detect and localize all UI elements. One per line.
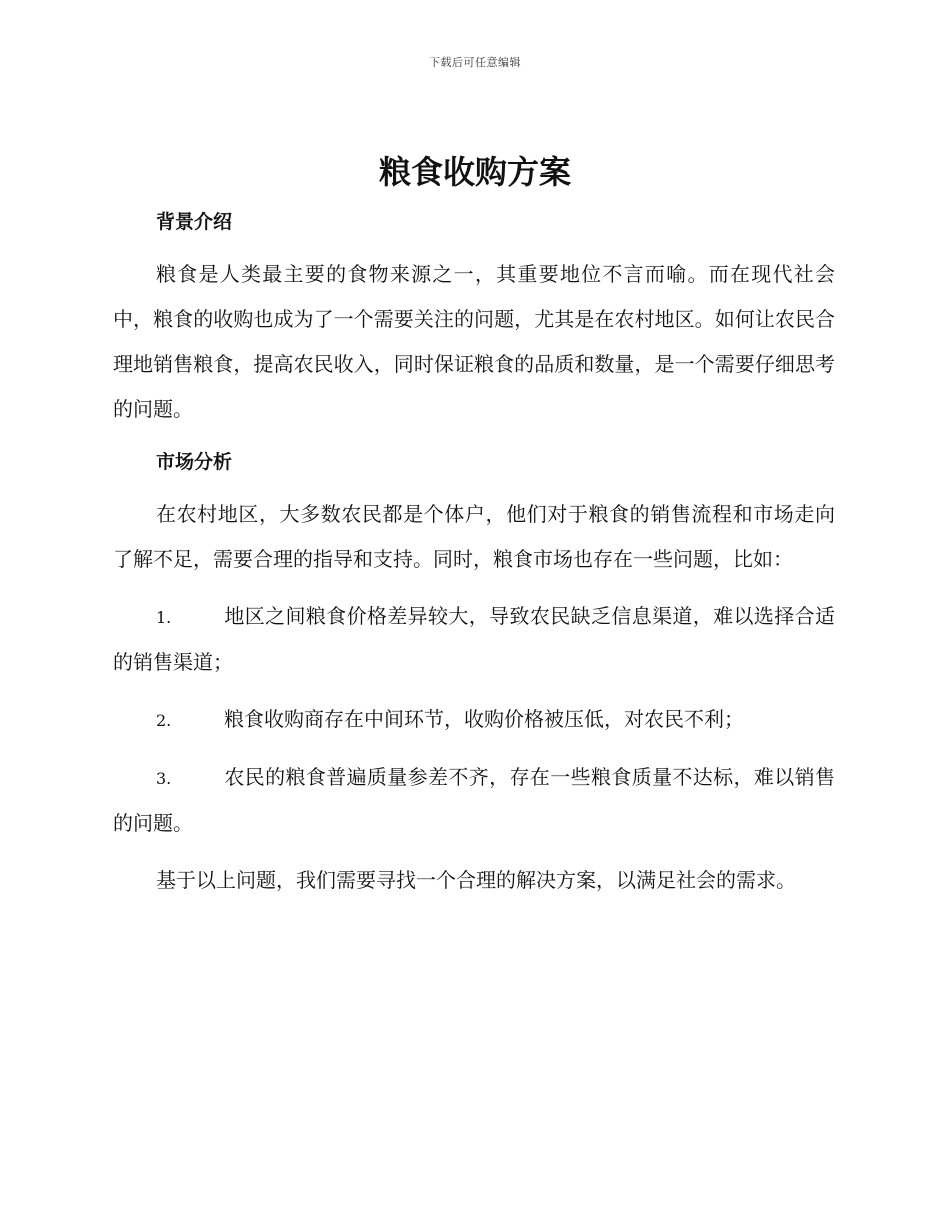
document-body: [113, 204, 835, 915]
conclusion-paragraph: 基于以上问题，我们需要寻找一个合理的解决方案，以满足社会的需求。: [156, 868, 796, 892]
list-item: [113, 755, 835, 846]
section-heading-background: 背景介绍: [156, 211, 233, 233]
list-item-text: 粮食收购商存在中间环节，收购价格被压低，对农民不利；: [224, 707, 744, 731]
list-item-text: 地区之间粮食价格差异较大，导致农民缺乏信息渠道，难以选择合适的销售渠道；: [113, 604, 835, 674]
list-item: [113, 697, 835, 743]
list-item-number: 3.: [156, 769, 172, 788]
list-item-text: 农民的粮食普遍质量参差不齐，存在一些粮食质量不达标，难以销售的问题。: [113, 765, 835, 835]
list-item-number: 1.: [156, 608, 172, 627]
header-note: 下载后可任意编辑: [429, 56, 521, 69]
background-paragraph: 粮食是人类最主要的食物来源之一，其重要地位不言而喻。而在现代社会中，粮食的收购也成为了一个需要关注的问题，尤其是在农村地区。如何让农民合理地销售粮食，提高农民收入，同时保证粮食的品质和数量，是一个需要仔细思考的问题。: [113, 262, 835, 421]
list-item-number: 2.: [156, 711, 172, 730]
list-item: [113, 594, 835, 685]
document-title: 粮食收购方案: [378, 153, 571, 191]
section-heading-market: 市场分析: [156, 451, 233, 473]
market-paragraph: 在农村地区，大多数农民都是个体户，他们对于粮食的销售流程和市场走向了解不足，需要合理的指导和支持。同时，粮食市场也存在一些问题，比如：: [113, 502, 835, 571]
